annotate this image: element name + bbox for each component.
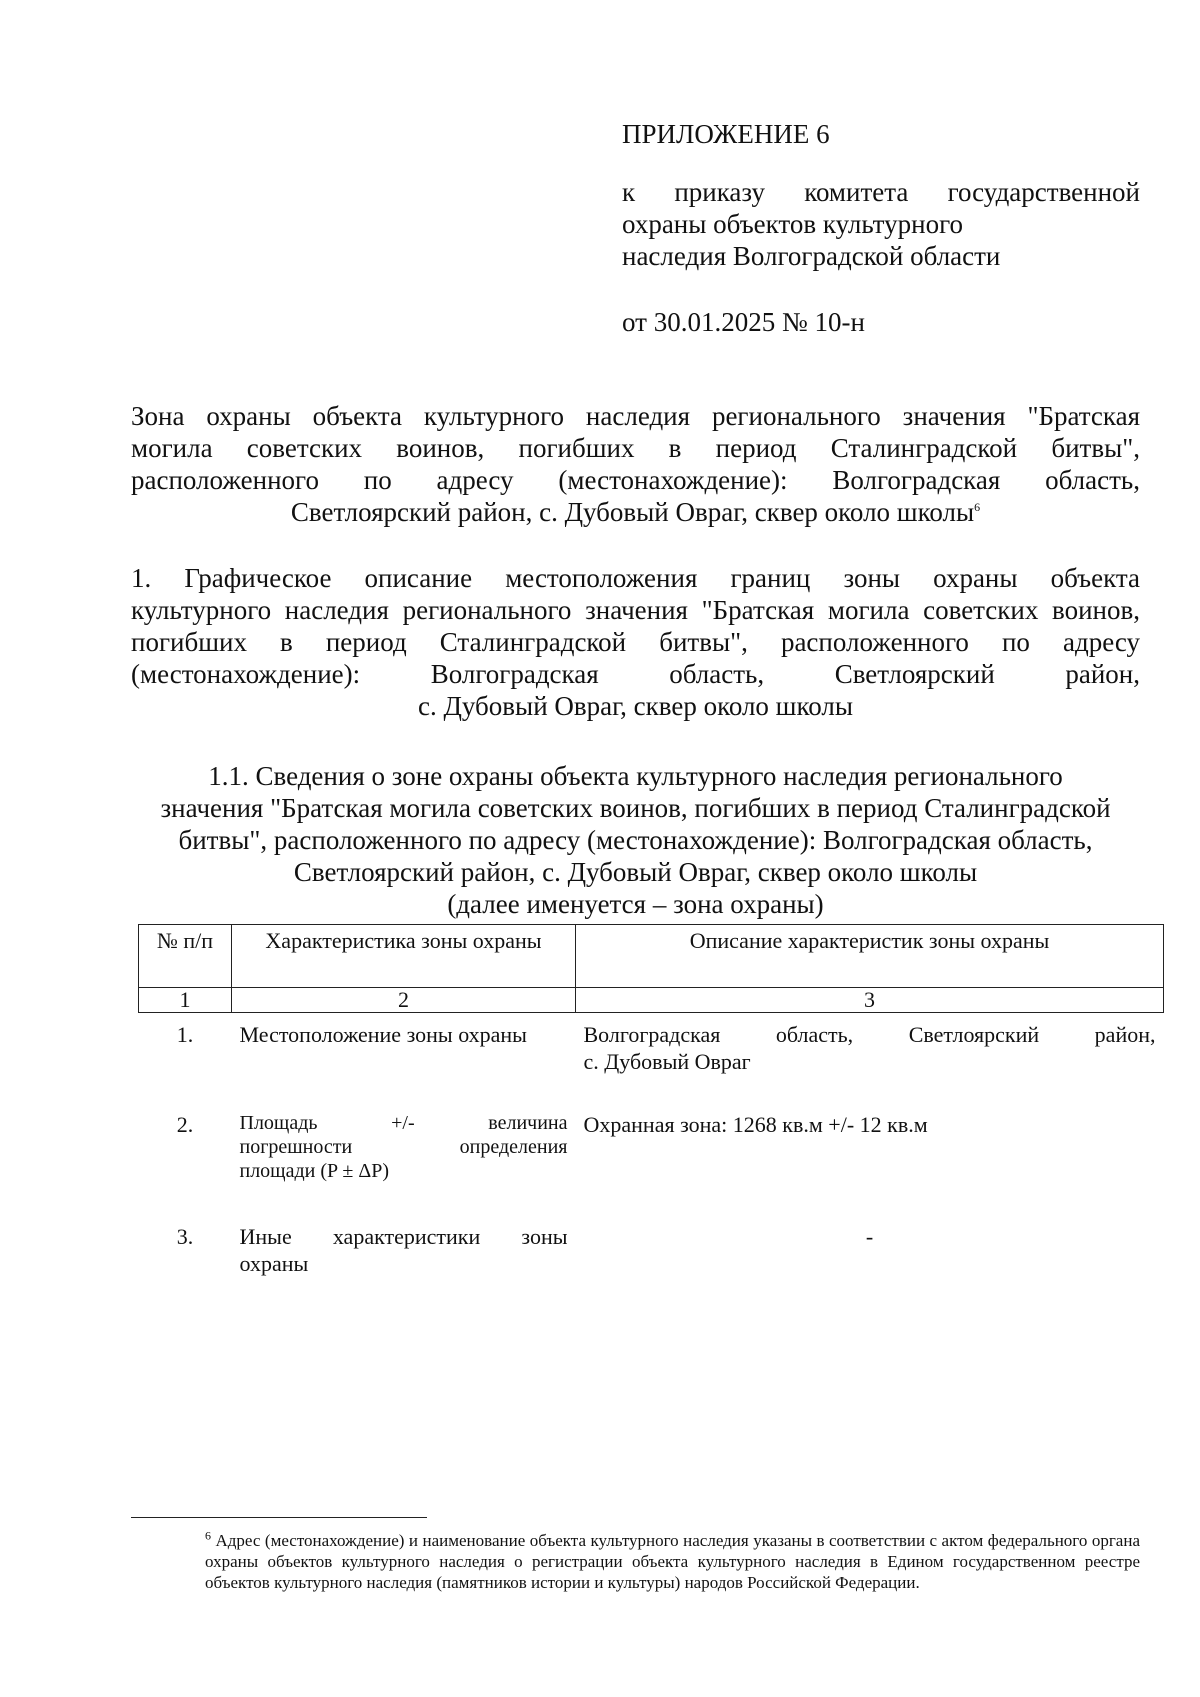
row-value	[576, 1013, 1164, 1104]
title-line	[131, 496, 1140, 528]
row-characteristic-line: погрешности определения	[239, 1136, 568, 1158]
table-header-cell: Описание характеристик зоны охраны	[576, 925, 1164, 988]
table-header-cell: Характеристика зоны охраны	[232, 925, 576, 988]
section-1-1-heading	[131, 760, 1140, 920]
order-line: охраны объектов культурного	[622, 209, 963, 239]
section-line: значения "Братская могила советских воинов, погибших в период Сталинградской	[160, 793, 1111, 823]
row-value-line: с. Дубовый Овраг	[583, 1049, 751, 1074]
row-number: 2.	[176, 1112, 194, 1137]
table-row	[139, 1215, 1164, 1279]
row-value-line: Волгоградская область, Светлоярский район,	[583, 1022, 1156, 1047]
section-line: культурного наследия регионального значения "Братская могила советских воинов,	[131, 595, 1140, 625]
row-number: 3.	[176, 1224, 194, 1249]
order-date: от 30.01.2025 № 10-н	[622, 307, 865, 337]
appendix-title: ПРИЛОЖЕНИЕ 6	[622, 119, 830, 149]
column-number: 2	[232, 988, 576, 1013]
section-line: Светлоярский район, с. Дубовый Овраг, сквер около школы	[293, 857, 978, 887]
row-value: -	[865, 1224, 874, 1249]
footnote-separator	[131, 1517, 427, 1518]
section-line: погибших в период Сталинградской битвы", расположенного по адресу	[131, 627, 1140, 657]
row-characteristic-line: Площадь +/- величина	[239, 1112, 568, 1134]
table-row	[139, 1013, 1164, 1104]
row-characteristic	[232, 1103, 576, 1215]
section-line: (местонахождение): Волгоградская область, Светлоярский район,	[131, 659, 1140, 689]
section-line: 1.1. Сведения о зоне охраны объекта культурного наследия регионального	[208, 761, 1063, 791]
row-characteristic-line: охраны	[239, 1251, 309, 1276]
section-line: битвы", расположенного по адресу (местонахождение): Волгоградская область,	[178, 825, 1093, 855]
row-characteristic-line: площади (P ± ΔP)	[239, 1160, 390, 1182]
footnote-text: Адрес (местонахождение) и наименование объекта культурного наследия указаны в соответствии с актом федерального органа охраны объектов культурного наследия о регистрации объекта культурного наследия в Едином государственном реестре объектов культурного наследия (памятников истории и культуры) народов Российской Федерации.	[205, 1531, 1140, 1592]
row-characteristic-line: Иные характеристики зоны	[239, 1224, 568, 1249]
title-line: расположенного по адресу (местонахождение): Волгоградская область,	[131, 465, 1140, 495]
row-number: 1.	[176, 1022, 194, 1047]
section-line: (далее именуется – зона охраны)	[447, 889, 824, 919]
row-characteristic: Местоположение зоны охраны	[239, 1022, 527, 1047]
footnote-body	[131, 1530, 1140, 1593]
section-line: 1. Графическое описание местоположения границ зоны охраны объекта	[131, 563, 1140, 593]
table-row	[139, 1103, 1164, 1215]
order-line: наследия Волгоградской области	[622, 241, 1001, 271]
title-line: могила советских воинов, погибших в период Сталинградской битвы",	[131, 433, 1140, 463]
footnote-marker: 6	[205, 1528, 211, 1543]
order-line: к приказу комитета государственной	[622, 177, 1140, 207]
column-number: 1	[139, 988, 232, 1013]
footnote	[131, 1530, 1140, 1593]
row-characteristic	[232, 1215, 576, 1279]
section-line: с. Дубовый Овраг, сквер около школы	[418, 691, 853, 721]
row-value: Охранная зона: 1268 кв.м +/- 12 кв.м	[583, 1112, 928, 1137]
footnote-marker: 6	[974, 500, 981, 514]
table-header-row	[139, 925, 1164, 988]
column-number: 3	[576, 988, 1164, 1013]
zone-table	[138, 924, 1156, 1279]
table-header-cell: № п/п	[139, 925, 232, 988]
section-1-heading	[131, 562, 1140, 722]
title-line: Зона охраны объекта культурного наследия регионального значения "Братская	[131, 401, 1140, 431]
table-column-numbers-row	[139, 988, 1164, 1013]
title-line-text: Светлоярский район, с. Дубовый Овраг, сквер около школы	[290, 497, 975, 527]
order-reference	[622, 176, 1140, 272]
document-title	[131, 400, 1140, 528]
